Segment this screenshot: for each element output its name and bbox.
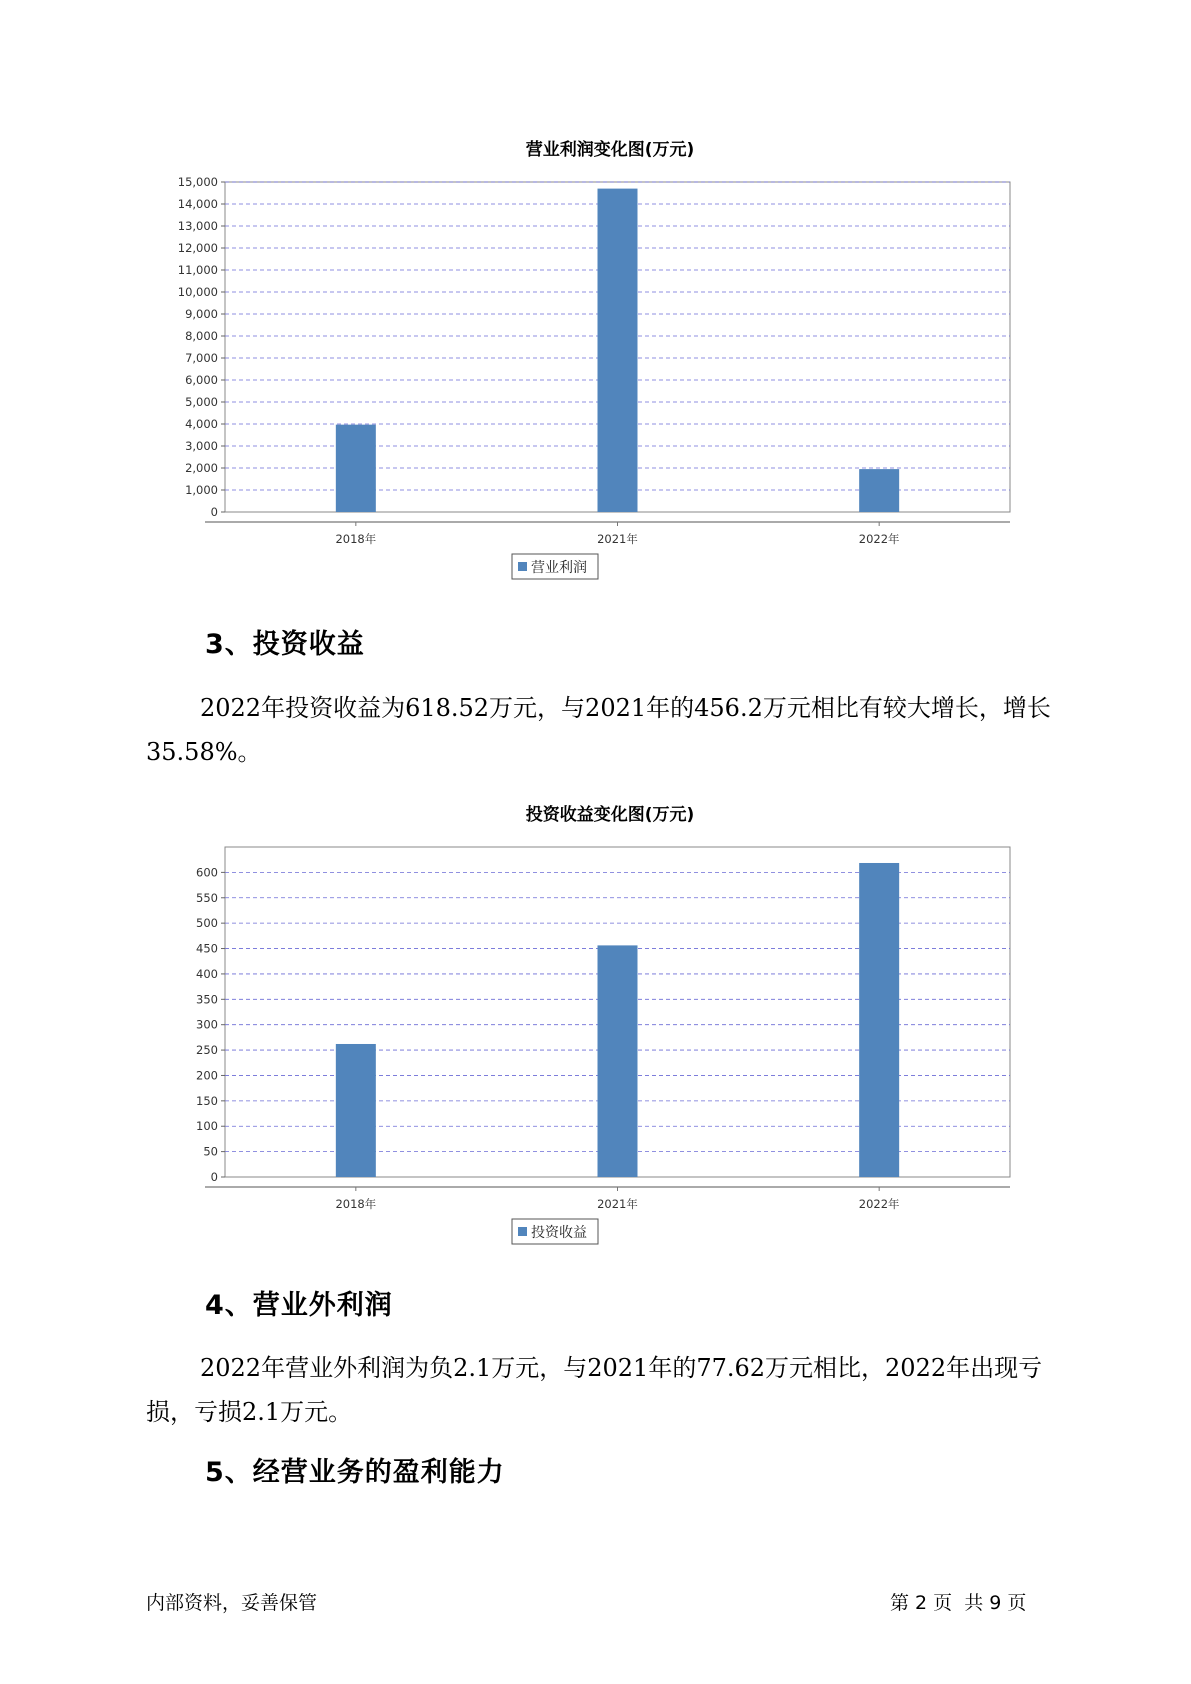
legend-swatch xyxy=(518,1227,527,1236)
y-tick-label: 7,000 xyxy=(185,351,218,365)
operating-profit-chart xyxy=(140,130,1040,576)
x-tick-label: 2018年 xyxy=(335,532,377,546)
operating-profit-chart-svg xyxy=(140,130,1040,576)
y-tick-label: 350 xyxy=(196,992,218,1007)
y-tick-label: 250 xyxy=(196,1043,218,1058)
y-tick-label: 450 xyxy=(196,941,218,956)
section-heading-profitability: 5、经营业务的盈利能力 xyxy=(205,1457,505,1488)
y-tick-label: 4,000 xyxy=(185,417,218,431)
legend-swatch xyxy=(518,562,527,571)
x-tick-label: 2022年 xyxy=(858,532,900,546)
y-tick-label: 0 xyxy=(210,1170,218,1184)
y-tick-label: 6,000 xyxy=(185,373,218,387)
legend xyxy=(512,1219,598,1244)
y-tick-label: 14,000 xyxy=(177,197,218,211)
footer-page-number: 第 2 页 共 9 页 xyxy=(890,1592,1027,1614)
non-operating-profit-paragraph xyxy=(146,1346,1076,1434)
chart-title: 营业利润变化图(万元) xyxy=(525,140,695,160)
y-tick-label: 3,000 xyxy=(185,439,218,453)
y-tick-label: 12,000 xyxy=(177,241,218,255)
chart-title: 投资收益变化图(万元) xyxy=(525,805,695,825)
y-tick-label: 11,000 xyxy=(177,263,218,277)
y-tick-label: 550 xyxy=(196,890,218,905)
y-tick-label: 8,000 xyxy=(185,329,218,343)
bar-2021年 xyxy=(598,945,638,1177)
bar-2021年 xyxy=(598,189,638,512)
section-heading-non-operating-profit: 4、营业外利润 xyxy=(205,1290,393,1321)
y-tick-label: 2,000 xyxy=(185,461,218,475)
x-tick-label: 2022年 xyxy=(858,1197,900,1211)
legend-label: 营业利润 xyxy=(531,560,587,576)
y-tick-label: 13,000 xyxy=(177,219,218,233)
y-tick-label: 10,000 xyxy=(177,285,218,299)
bar-2018年 xyxy=(336,425,376,512)
investment-income-text: 2022年投资收益为618.52万元，与2021年的456.2万元相比有较大增长，增长35.58%。 xyxy=(146,694,1051,766)
y-tick-label: 0 xyxy=(210,505,218,519)
y-tick-label: 500 xyxy=(196,916,218,931)
legend-label: 投资收益 xyxy=(531,1225,587,1241)
y-tick-label: 300 xyxy=(196,1017,218,1032)
section-heading-investment-income: 3、投资收益 xyxy=(205,629,365,660)
investment-income-chart xyxy=(140,795,1040,1241)
legend xyxy=(512,554,598,579)
non-operating-profit-text: 2022年营业外利润为负2.1万元，与2021年的77.62万元相比，2022年出现亏损，亏损2.1万元。 xyxy=(146,1354,1043,1426)
bar-2022年 xyxy=(859,469,899,512)
x-tick-label: 2021年 xyxy=(597,1197,638,1211)
y-tick-label: 200 xyxy=(196,1068,218,1083)
investment-income-chart-svg xyxy=(140,795,1040,1241)
bar-2022年 xyxy=(859,863,899,1177)
bar-2018年 xyxy=(336,1044,376,1177)
x-tick-label: 2018年 xyxy=(335,1197,377,1211)
y-tick-label: 9,000 xyxy=(185,307,218,321)
y-tick-label: 50 xyxy=(203,1144,218,1159)
y-tick-label: 1,000 xyxy=(185,483,218,497)
footer-confidential: 内部资料，妥善保管 xyxy=(146,1592,318,1614)
y-tick-label: 400 xyxy=(196,966,218,981)
investment-income-paragraph xyxy=(146,686,1076,774)
y-tick-label: 600 xyxy=(196,865,218,880)
y-tick-label: 150 xyxy=(196,1093,218,1108)
x-tick-label: 2021年 xyxy=(597,532,638,546)
y-tick-label: 100 xyxy=(196,1119,218,1134)
y-tick-label: 15,000 xyxy=(177,175,218,189)
y-tick-label: 5,000 xyxy=(185,395,218,409)
